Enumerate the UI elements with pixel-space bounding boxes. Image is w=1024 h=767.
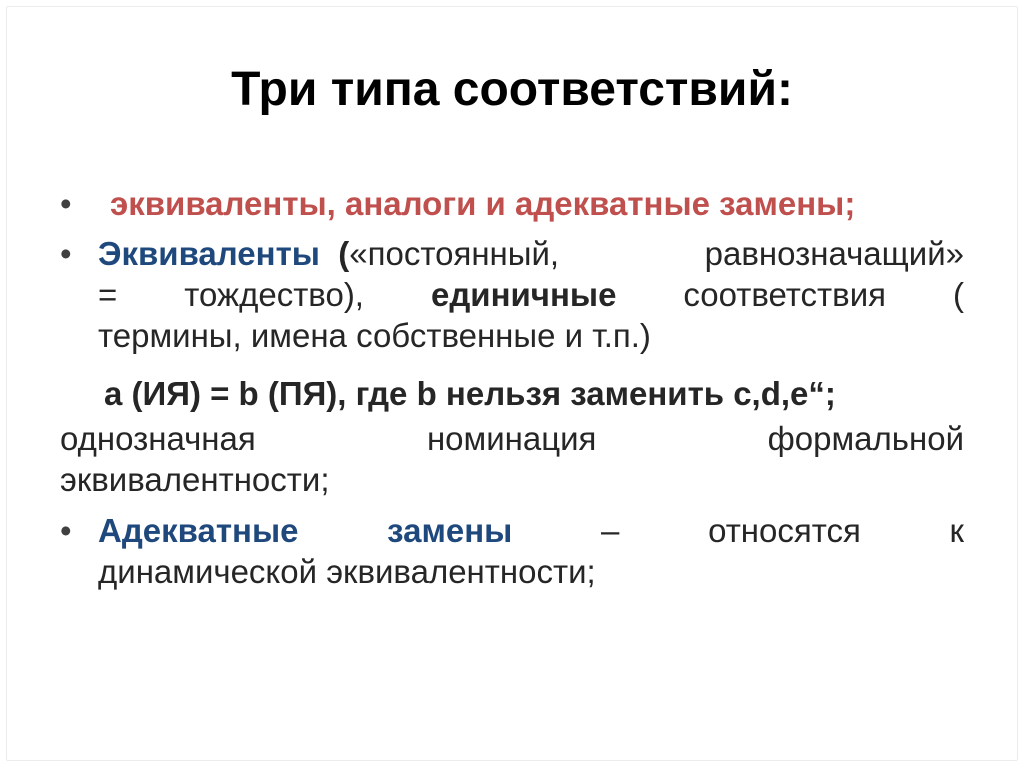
para-word-3: формальной [767, 420, 964, 457]
identity-word: тождество), [184, 276, 364, 313]
formula-line [104, 373, 970, 414]
term-replacements: замены [387, 512, 513, 549]
quote-word-1: «постоянный, [349, 235, 560, 272]
slide-title: Три типа соответствий: [231, 63, 793, 116]
item2-line-2 [98, 274, 964, 315]
eq-sign: = [98, 276, 118, 313]
list-item-analogues [110, 183, 976, 224]
list-item-adequate [98, 510, 964, 592]
bullet-marker-2: • [60, 235, 72, 272]
para-word-1: однозначная [60, 420, 256, 457]
para-line-1 [60, 418, 964, 459]
item3-line-1 [98, 510, 964, 551]
paren-open: ( [338, 235, 350, 272]
list-item-equivalents [98, 233, 964, 356]
bullet-marker-1: • [60, 185, 72, 222]
item3-word-1: относятся [708, 512, 861, 549]
item2-line-3: термины, имена собственные и т.п.) [98, 317, 651, 354]
bullet-marker-3: • [60, 512, 72, 549]
paren-open-2: ( [953, 276, 964, 313]
para-line-2: эквивалентности; [60, 461, 330, 498]
item2-line-1 [98, 233, 964, 274]
correspond-word: соответствия [683, 276, 886, 313]
para-word-2: номинация [426, 420, 597, 457]
item3-line-2: динамической эквивалентности; [98, 553, 596, 590]
paragraph-nomination [60, 418, 964, 500]
single-word: единичные [430, 276, 617, 313]
term-adequate: Адекватные [98, 512, 299, 549]
formula-text: a (ИЯ) = b (ПЯ), где b нельзя заменить c,d,e“; [104, 375, 836, 412]
dash: – [601, 512, 620, 549]
term-equivalents: Эквиваленты [98, 235, 320, 272]
quote-word-2: равнозначащий» [704, 235, 964, 272]
item3-word-2: к [949, 512, 964, 549]
item1-text: эквиваленты, аналоги и адекватные замены; [110, 185, 856, 222]
